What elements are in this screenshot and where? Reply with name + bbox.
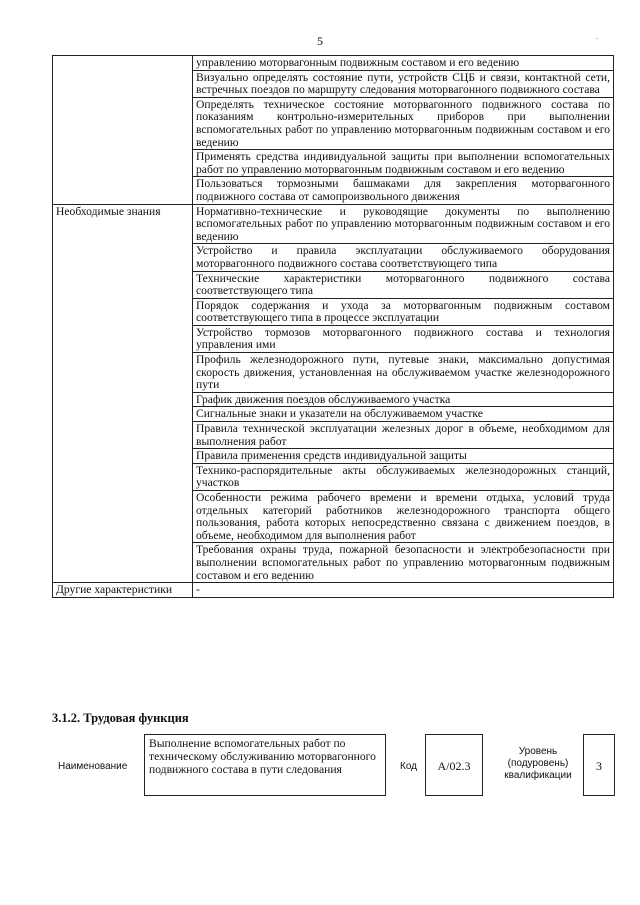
- skill-item: Определять техническое состояние моторвагонного подвижного состава по показаниям контрольно-измерительных приборов при выполнении вспомогательных работ по управлению моторвагонным подвижным составом и его ведению: [193, 97, 614, 149]
- knowledge-item: Технико-распорядительные акты обслуживаемых железнодорожных станций, участков: [193, 463, 614, 490]
- corner-mark: .: [596, 32, 598, 41]
- skill-item: управлению моторвагонным подвижным составом и его ведению: [193, 56, 614, 71]
- knowledge-item: Правила применения средств индивидуальной защиты: [193, 449, 614, 464]
- knowledge-item: Устройство и правила эксплуатации обслуживаемого оборудования моторвагонного подвижного состава соответствующего типа: [193, 244, 614, 271]
- knowledge-item: Сигнальные знаки и указатели на обслуживаемом участке: [193, 407, 614, 422]
- knowledge-item: Устройство тормозов моторвагонного подвижного состава и технология управления ими: [193, 325, 614, 352]
- knowledge-item: Профиль железнодорожного пути, путевые знаки, максимально допустимая скорость движения, установленная на обслуживаемом участке железнодорожного пути: [193, 353, 614, 393]
- knowledge-item: Требования охраны труда, пожарной безопасности и электробезопасности при выполнении вспомогательных работ по управлению моторвагонным подвижным составом и его ведению: [193, 543, 614, 583]
- skills-label-cell: [53, 56, 193, 205]
- other-characteristics-label: Другие характеристики: [53, 583, 193, 598]
- other-characteristics-value: -: [193, 583, 614, 598]
- skill-item: Пользоваться тормозными башмаками для закрепления моторвагонного подвижного состава от самопроизвольного движения: [193, 177, 614, 204]
- knowledge-item: Особенности режима рабочего времени и времени отдыха, условий труда отдельных категорий работников железнодорожного транспорта общего пользования, работа которых непосредственно связана с движением поездов, в объеме, необходимом для выполнения работ: [193, 491, 614, 543]
- knowledge-item: Правила технической эксплуатации железных дорог в объеме, необходимом для выполнения работ: [193, 422, 614, 449]
- knowledge-label: Необходимые знания: [53, 204, 193, 583]
- knowledge-item: Нормативно-технические и руководящие документы по выполнению вспомогательных работ по управлению моторвагонным подвижным составом и его ведению: [193, 204, 614, 244]
- page-number: 5: [317, 34, 323, 48]
- skill-item: Применять средства индивидуальной защиты при выполнении вспомогательных работ по управлению моторвагонным подвижным составом и его ведению: [193, 150, 614, 177]
- qualification-level-label: Уровень (подуровень) квалификации: [504, 746, 572, 781]
- table-row: [53, 56, 614, 71]
- knowledge-item: Порядок содержания и ухода за моторвагонным подвижным составом соответствующего типа в процессе эксплуатации: [193, 298, 614, 325]
- table-row: [53, 583, 614, 598]
- labor-function-block: [52, 734, 614, 800]
- table-row: [53, 204, 614, 244]
- qualification-level-box: 3: [583, 734, 615, 796]
- skill-item: Визуально определять состояние пути, устройств СЦБ и связи, контактной сети, встречных поездов по маршруту следования моторвагонного подвижного состава: [193, 70, 614, 97]
- skills-knowledge-table: [52, 55, 614, 598]
- section-title: 3.1.2. Трудовая функция: [52, 711, 189, 725]
- knowledge-item: Технические характеристики моторвагонного подвижного состава соответствующего типа: [193, 271, 614, 298]
- name-value-box: Выполнение вспомогательных работ по техническому обслуживанию моторвагонного подвижного состава в пути следования: [144, 734, 386, 796]
- code-value-box: A/02.3: [425, 734, 483, 796]
- name-label: Наименование: [58, 761, 128, 772]
- knowledge-item: График движения поездов обслуживаемого участка: [193, 392, 614, 407]
- code-label: Код: [400, 761, 418, 772]
